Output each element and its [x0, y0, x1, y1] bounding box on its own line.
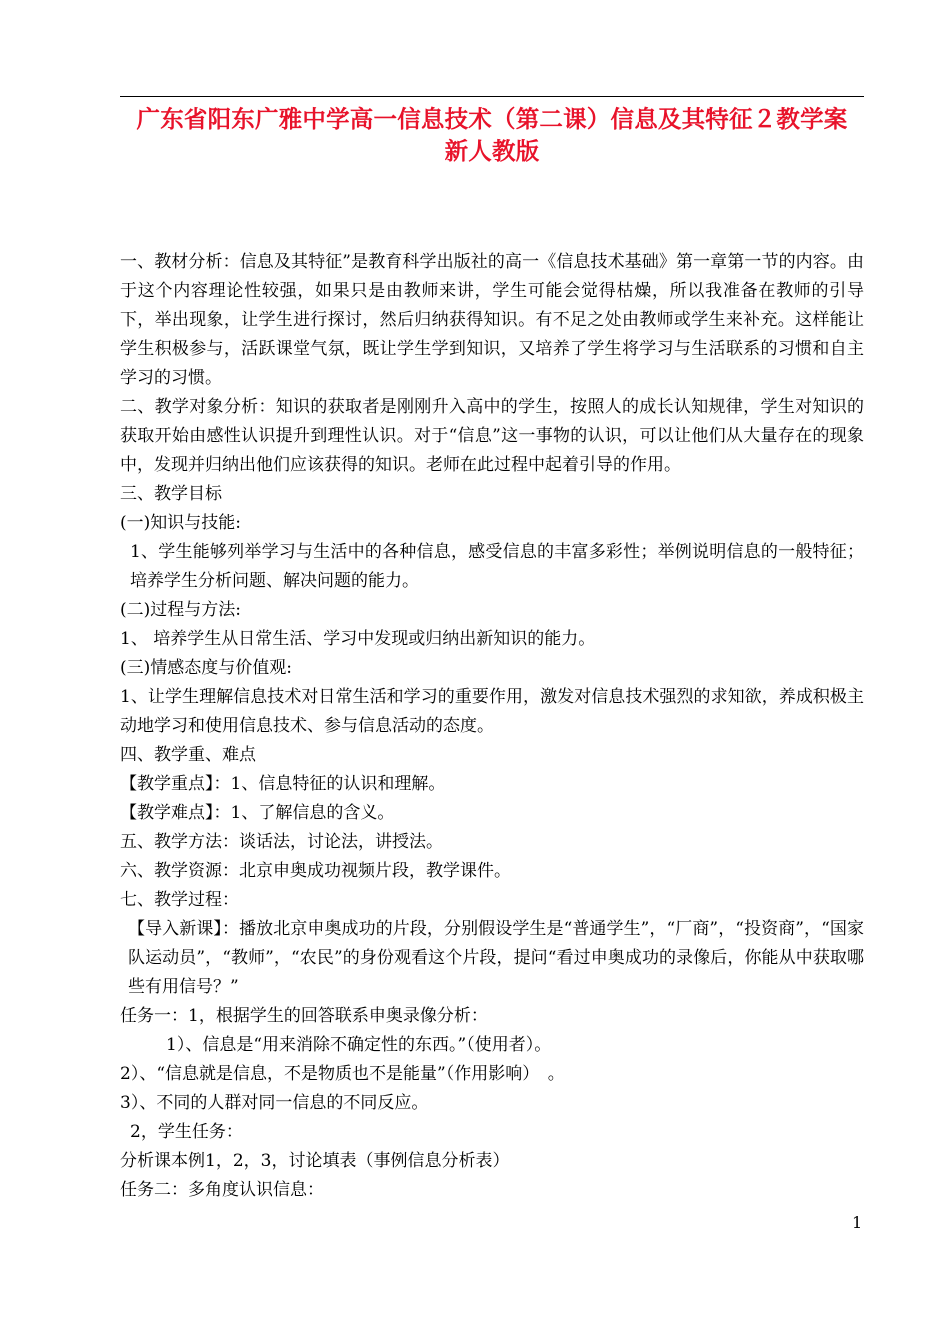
- subheading-attitude-values: (三)情感态度与价值观:: [120, 658, 292, 678]
- paragraph-introduction: 【导入新课】：播放北京申奥成功的片段，分别假设学生是“普通学生”，“厂商”，“投资商”，“国家队运动员”，“教师”，“农民”的身份观看这个片段，提问“看过申奥成功的录像后，你能从中获取哪些有用信号？”: [128, 919, 864, 997]
- list-item-3: 3）、不同的人群对同一信息的不同反应。: [120, 1093, 429, 1113]
- paragraph-key-point: 【教学重点】：1、信息特征的认识和理解。: [120, 774, 446, 794]
- title-line-1: 广东省阳东广雅中学高一信息技术（第二课）信息及其特征２教学案: [136, 105, 848, 133]
- heading-teaching-goals: 三、教学目标: [120, 484, 222, 504]
- paragraph-process-method: 1、 培养学生从日常生活、学习中发现或归纳出新知识的能力。: [120, 629, 596, 649]
- paragraph-analysis-table: 分析课本例1，2，3，讨论填表（事例信息分析表）: [120, 1151, 510, 1171]
- paragraph-teaching-methods: 五、教学方法：谈话法，讨论法，讲授法。: [120, 832, 443, 852]
- document-body: [120, 248, 864, 1205]
- paragraph-textbook-analysis: 一、教材分析：信息及其特征”是教育科学出版社的高一《信息技术基础》第一章第一节的内容。由于这个内容理论性较强，如果只是由教师来讲，学生可能会觉得枯燥，所以我准备在教师的引导下，举出现象，让学生进行探讨，然后归纳获得知识。有不足之处由教师或学生来补充。这样能让学生积极参与，活跃课堂气氛，既让学生学到知识，又培养了学生将学习与生活联系的习惯和自主学习的习惯。: [120, 252, 864, 388]
- page-number: 1: [852, 1213, 863, 1232]
- list-item-1: 1）、信息是“用来消除不确定性的东西。”（使用者）。: [166, 1035, 552, 1055]
- heading-key-points: 四、教学重、难点: [120, 745, 256, 765]
- header-rule: [120, 96, 864, 97]
- paragraph-difficult-point: 【教学难点】：1、了解信息的含义。: [120, 803, 395, 823]
- heading-teaching-process: 七、教学过程：: [120, 890, 239, 910]
- paragraph-attitude-values: 1、让学生理解信息技术对日常生活和学习的重要作用，激发对信息技术强烈的求知欲，养成积极主动地学习和使用信息技术、参与信息活动的态度。: [120, 687, 864, 736]
- document-title: [112, 103, 872, 167]
- subheading-knowledge-skills: (一)知识与技能:: [120, 513, 241, 533]
- paragraph-teaching-resources: 六、教学资源：北京申奥成功视频片段，教学课件。: [120, 861, 511, 881]
- paragraph-student-analysis: 二、教学对象分析：知识的获取者是刚刚升入高中的学生，按照人的成长认知规律，学生对知识的获取开始由感性认识提升到理性认识。对于“信息”这一事物的认识，可以让他们从大量存在的现象中，发现并归纳出他们应该获得的知识。老师在此过程中起着引导的作用。: [120, 397, 864, 475]
- paragraph-task-two: 任务二：多角度认识信息：: [120, 1180, 324, 1200]
- paragraph-knowledge-skills: 1、学生能够列举学习与生活中的各种信息，感受信息的丰富多彩性；举例说明信息的一般特征；培养学生分析问题、解决问题的能力。: [130, 542, 864, 591]
- subheading-process-method: (二)过程与方法:: [120, 600, 241, 620]
- paragraph-student-task: 2，学生任务：: [130, 1122, 243, 1142]
- title-line-2: 新人教版: [444, 137, 540, 165]
- list-item-2: 2）、“信息就是信息，不是物质也不是能量”（作用影响） 。: [120, 1064, 565, 1084]
- paragraph-task-one: 任务一：1，根据学生的回答联系申奥录像分析：: [120, 1006, 488, 1026]
